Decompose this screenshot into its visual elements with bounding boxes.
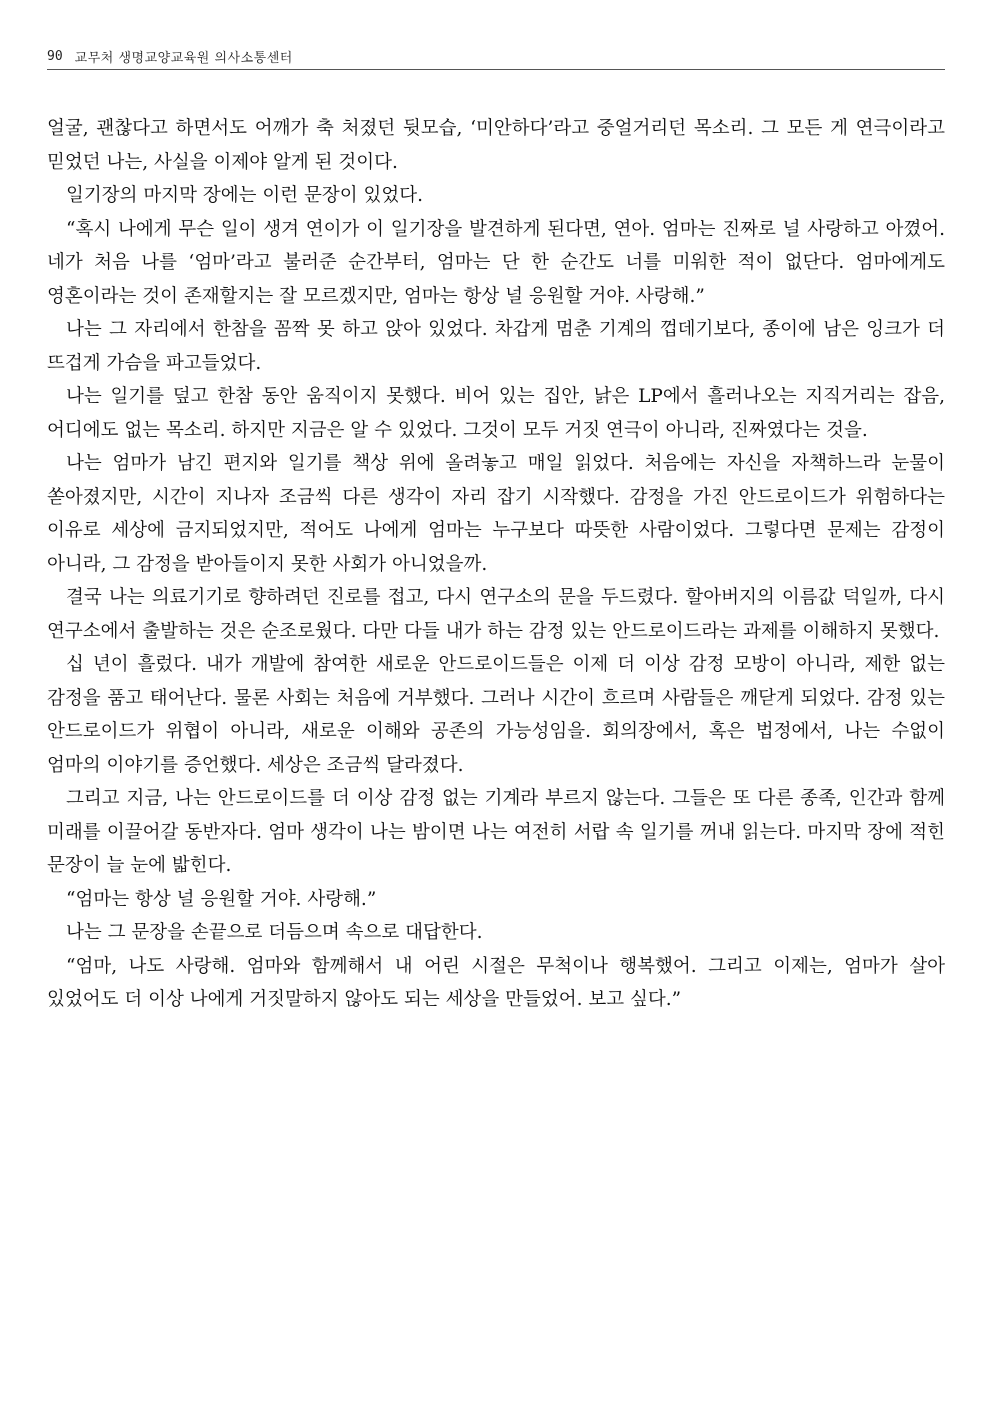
paragraph: 결국 나는 의료기기로 향하려던 진로를 접고, 다시 연구소의 문을 두드렸다. 할아버지의 이름값 덕일까, 다시 연구소에서 출발하는 것은 순조로웠다. 다만 다들 내가 하는 감정 있는 안드로이드라는 과제를 이해하지 못했다. <box>47 587 945 642</box>
body-text <box>47 112 945 1017</box>
header-title: 교무처 생명교양교육원 의사소통센터 <box>74 51 293 66</box>
paragraph: “엄마는 항상 널 응원할 거야. 사랑해.” <box>66 888 377 910</box>
paragraph: 나는 그 자리에서 한참을 꼼짝 못 하고 앉아 있었다. 차갑게 멈춘 기계의 껍데기보다, 종이에 남은 잉크가 더 뜨겁게 가슴을 파고들었다. <box>47 319 945 374</box>
paragraph: 나는 그 문장을 손끝으로 더듬으며 속으로 대답한다. <box>66 922 483 943</box>
paragraph: “혹시 나에게 무슨 일이 생겨 연이가 이 일기장을 발견하게 된다면, 연아. 엄마는 진짜로 널 사랑하고 아꼈어. 네가 처음 나를 ‘엄마’라고 불러준 순간부터, 엄마는 단 한 순간도 너를 미워한 적이 없단다. 엄마에게도 영혼이라는 것이 존재할지는 잘 모르겠지만, 엄마는 항상 널 응원할 거야. 사랑해.” <box>47 218 945 307</box>
page-number: 90 <box>47 49 63 64</box>
paragraph: 일기장의 마지막 장에는 이런 문장이 있었다. <box>66 185 423 206</box>
paragraph: 그리고 지금, 나는 안드로이드를 더 이상 감정 없는 기계라 부르지 않는다. 그들은 또 다른 종족, 인간과 함께 미래를 이끌어갈 동반자다. 엄마 생각이 나는 밤이면 나는 여전히 서랍 속 일기를 꺼내 읽는다. 마지막 장에 적힌 문장이 늘 눈에 밟힌다. <box>47 788 945 876</box>
paragraph: 나는 엄마가 남긴 편지와 일기를 책상 위에 올려놓고 매일 읽었다. 처음에는 자신을 자책하느라 눈물이 쏟아졌지만, 시간이 지나자 조금씩 다른 생각이 자리 잡기 시작했다. 감정을 가진 안드로이드가 위험하다는 이유로 세상에 금지되었지만, 적어도 나에게 엄마는 누구보다 따뜻한 사람이었다. 그렇다면 문제는 감정이 아니라, 그 감정을 받아들이지 못한 사회가 아니었을까. <box>47 453 945 575</box>
paragraph: 십 년이 흘렀다. 내가 개발에 참여한 새로운 안드로이드들은 이제 더 이상 감정 모방이 아니라, 제한 없는 감정을 품고 태어난다. 물론 사회는 처음에 거부했다. 그러나 시간이 흐르며 사람들은 깨닫게 되었다. 감정 있는 안드로이드가 위협이 아니라, 새로운 이해와 공존의 가능성임을. 회의장에서, 혹은 법정에서, 나는 수없이 엄마의 이야기를 증언했다. 세상은 조금씩 달라졌다. <box>47 654 945 776</box>
paragraph: 나는 일기를 덮고 한참 동안 움직이지 못했다. 비어 있는 집안, 낡은 LP에서 흘러나오는 지직거리는 잡음, 어디에도 없는 목소리. 하지만 지금은 알 수 있었다. 그것이 모두 거짓 연극이 아니라, 진짜였다는 것을. <box>47 386 945 441</box>
page-header <box>47 44 945 70</box>
paragraph: 얼굴, 괜찮다고 하면서도 어깨가 축 처졌던 뒷모습, ‘미안하다’라고 중얼거리던 목소리. 그 모든 게 연극이라고 믿었던 나는, 사실을 이제야 알게 된 것이다. <box>47 118 945 173</box>
paragraph: “엄마, 나도 사랑해. 엄마와 함께해서 내 어린 시절은 무척이나 행복했어. 그리고 이제는, 엄마가 살아 있었어도 더 이상 나에게 거짓말하지 않아도 되는 세상을 만들었어. 보고 싶다.” <box>47 955 945 1010</box>
